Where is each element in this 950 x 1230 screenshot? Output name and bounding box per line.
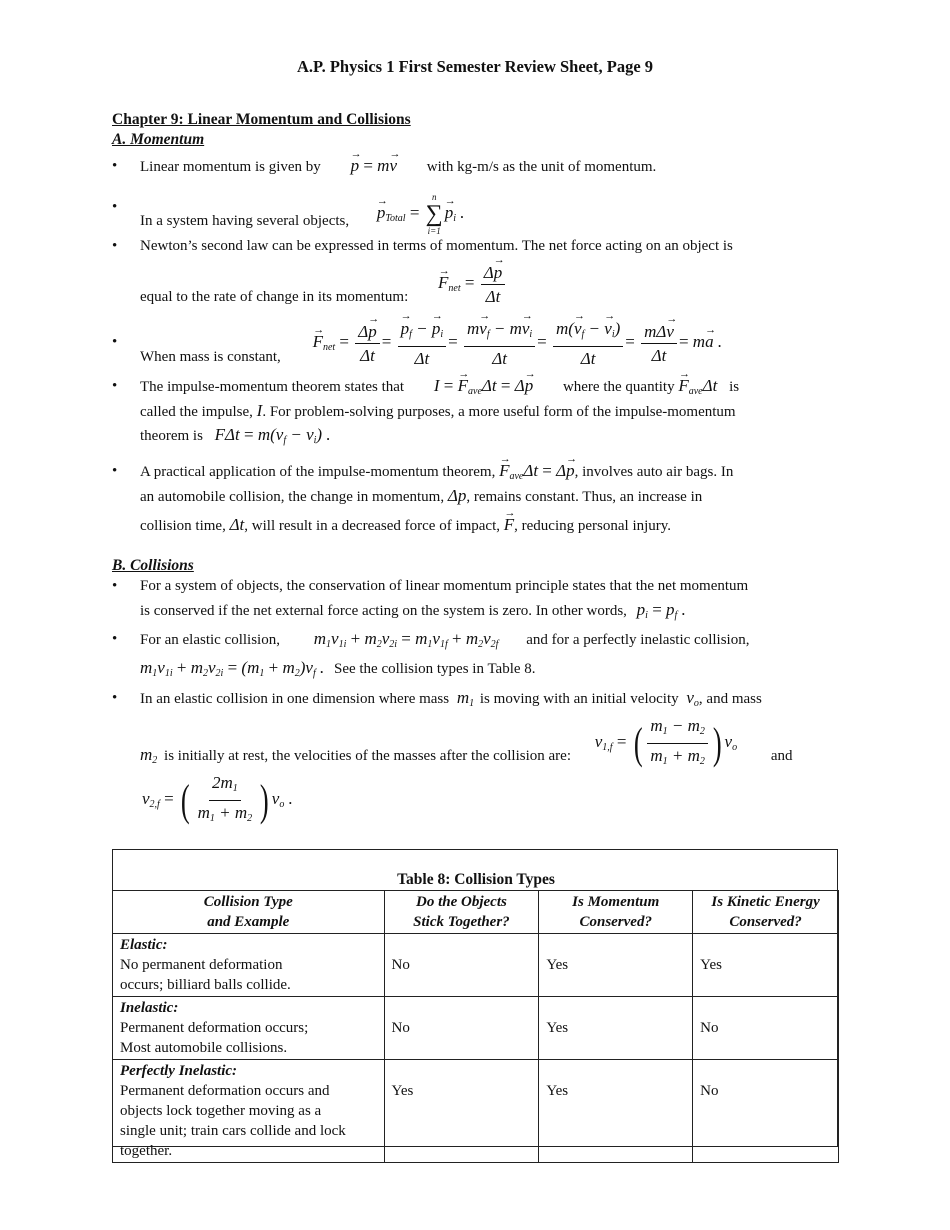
chapter-heading: Chapter 9: Linear Momentum and Collisions (112, 111, 411, 128)
cell-stick: No (384, 997, 539, 1060)
elastic-collision-line1: For an elastic collision, $m_1v_{1i} + m_2v_{2i} = m_1v_{1f} + m_2v_{2f}$ and for a perfectly inelastic collision, (140, 629, 750, 650)
impulse-formula: I = → $F_{ave}\Delta t = \Delta\to p$ (434, 376, 533, 395)
airbag-line3: collision time, Δt, will result in a decreased force of impact, → F, reducing personal injury. (140, 515, 671, 536)
conservation-line1: For a system of objects, the conservation of linear momentum principle states that the net momentum (140, 578, 749, 594)
cell-type: Elastic: No permanent deformation occurs; billiard balls collide. (113, 934, 385, 997)
bullet: • (112, 158, 118, 174)
table-header-row (113, 891, 839, 934)
constant-mass-line: When mass is constant, → $F_{net}$ = $\frac{\Delta\to p}{\Delta t}$ = → $\frac{p_f - \to p_i}{\Delta t}$ = $\frac{m\to v_f - m\to v_i}{\Delta t}$ = $\frac{m(\to v_f - \to v_i)}{\Delta t}$ = $\frac{m\Delta\to v}{\Delta t}$ = m→ a . (140, 318, 722, 369)
bullet: • (112, 378, 118, 394)
airbag-formula: → $F_{ave}\Delta t = \Delta\to p$ (499, 461, 575, 480)
airbag-line1: A practical application of the impulse-momentum theorem, → $F_{ave}\Delta t = \Delta\to p$, involves auto air bags. In (140, 461, 733, 487)
bullet: • (112, 238, 118, 254)
cell-stick: Yes (384, 1060, 539, 1163)
bullet: • (112, 578, 118, 594)
v1f-formula: $v_{1,f}$ = ( $\frac{m_1 - m_2}{m_1 + m_2}$ ) $v_o$ (594, 716, 738, 768)
momentum-formula: → p = m→ v (351, 156, 397, 175)
section-b-heading: B. Collisions (112, 557, 194, 574)
impulse-useful-formula: $F\Delta t = m(v_f - v_i)$ . (214, 425, 331, 446)
cell-ke: Yes (693, 934, 839, 997)
net-force-formula: → $F_{net}$ = $\frac{\Delta\to p}{\Delta t}$ (438, 273, 507, 292)
section-a-heading: A. Momentum (112, 131, 205, 148)
total-momentum: In a system having several objects, → $p_{Total}$ = n ∑ i=1 → $p_i$ . (140, 186, 465, 230)
collision-types-table (112, 849, 838, 1159)
cell-ke: No (693, 997, 839, 1060)
bullet: • (112, 631, 118, 647)
v2f-line (142, 772, 293, 829)
net-force-line: equal to the rate of change in its momentum: → $F_{net}$ = $\frac{\Delta\to p}{\Delta t}$ (140, 262, 507, 307)
cell-type: Inelastic: Permanent deformation occurs; Most automobile collisions. (113, 997, 385, 1060)
total-momentum-formula: → $p_{Total}$ = n ∑ i=1 → $p_i$ . (377, 203, 465, 222)
inelastic-collision-formula: $m_1v_{1i} + m_2v_{2i} = (m_1 + m_2)v_f$ . (140, 658, 325, 679)
bullet: • (112, 463, 118, 479)
table-row (113, 1060, 839, 1163)
newton-second-law-text: Newton’s second law can be expressed in terms of momentum. The net force acting on an object is (140, 238, 733, 254)
airbag-line2: an automobile collision, the change in momentum, Δp, remains constant. Thus, an increase in (140, 486, 703, 505)
header-stick-together: Do the Objects Stick Together? (384, 891, 539, 934)
header-ke-conserved: Is Kinetic Energy Conserved? (693, 891, 839, 934)
impulse-theorem-line3: theorem is $F\Delta t = m(v_f - v_i)$ . (140, 425, 331, 446)
v2f-formula: $v_{2,f}$ = ( $\frac{2m_1}{m_1 + m_2}$ ) $v_o$ . (142, 773, 293, 825)
elastic-collision-line2: $m_1v_{1i} + m_2v_{2i} = (m_1 + m_2)v_f$ . See the collision types in Table 8. (140, 658, 536, 679)
conservation-formula: $p_i = p_f$ . (636, 600, 686, 621)
bullet: • (112, 690, 118, 706)
header-collision-type: Collision Type and Example (113, 891, 385, 934)
impulse-theorem-line2: called the impulse, I. For problem-solving purposes, a more useful form of the impulse-momentum (140, 401, 736, 420)
cell-momentum: Yes (539, 934, 693, 997)
cell-stick: No (384, 934, 539, 997)
table-title: Table 8: Collision Types (397, 871, 555, 888)
bullet: • (112, 334, 118, 350)
cell-momentum: Yes (539, 1060, 693, 1163)
momentum-definition: Linear momentum is given by → p = m→ v with kg-m/s as the unit of momentum. (140, 156, 656, 177)
table-row (113, 997, 839, 1060)
bullet: • (112, 199, 118, 215)
elastic-1d-line1: In an elastic collision in one dimension where mass $m_1$ is moving with an initial velocity $v_o$, and mass (140, 688, 762, 709)
cell-type: Perfectly Inelastic: Permanent deformation occurs and objects lock together moving as a single unit; train cars collide and lock together. (113, 1060, 385, 1163)
cell-ke: No (693, 1060, 839, 1163)
impulse-quantity: → $F_{ave}\Delta t$ (678, 376, 717, 395)
table-row (113, 934, 839, 997)
impulse-theorem-line1: The impulse-momentum theorem states that I = → $F_{ave}\Delta t = \Delta\to p$ where the quantity → $F_{ave}\Delta t$ is (140, 376, 739, 402)
constant-mass-formula: → $F_{net}$ = $\frac{\Delta\to p}{\Delta t}$ = → $\frac{p_f - \to p_i}{\Delta t}$ = $\frac{m\to v_f - m\to v_i}{\Delta t}$ = $\frac{m(\to v_f - \to v_i)}{\Delta t}$ = $\frac{m\Delta\to v}{\Delta t}$ = m→ a . (313, 332, 723, 351)
elastic-1d-line2: $m_2$ is initially at rest, the velocities of the masses after the collision are: $v_{1,f}$ = ( $\frac{m_1 - m_2}{m_1 + m_2}$ ) $v_o$ and (140, 716, 793, 768)
page-title: A.P. Physics 1 First Semester Review Sheet, Page 9 (296, 57, 654, 76)
conservation-line2: is conserved if the net external force acting on the system is zero. In other words, $p_i = p_f$ . (140, 600, 686, 621)
cell-momentum: Yes (539, 997, 693, 1060)
elastic-collision-formula: $m_1v_{1i} + m_2v_{2i} = m_1v_{1f} + m_2v_{2f}$ (313, 629, 499, 650)
header-momentum-conserved: Is Momentum Conserved? (539, 891, 693, 934)
collision-table-grid (112, 890, 839, 1163)
